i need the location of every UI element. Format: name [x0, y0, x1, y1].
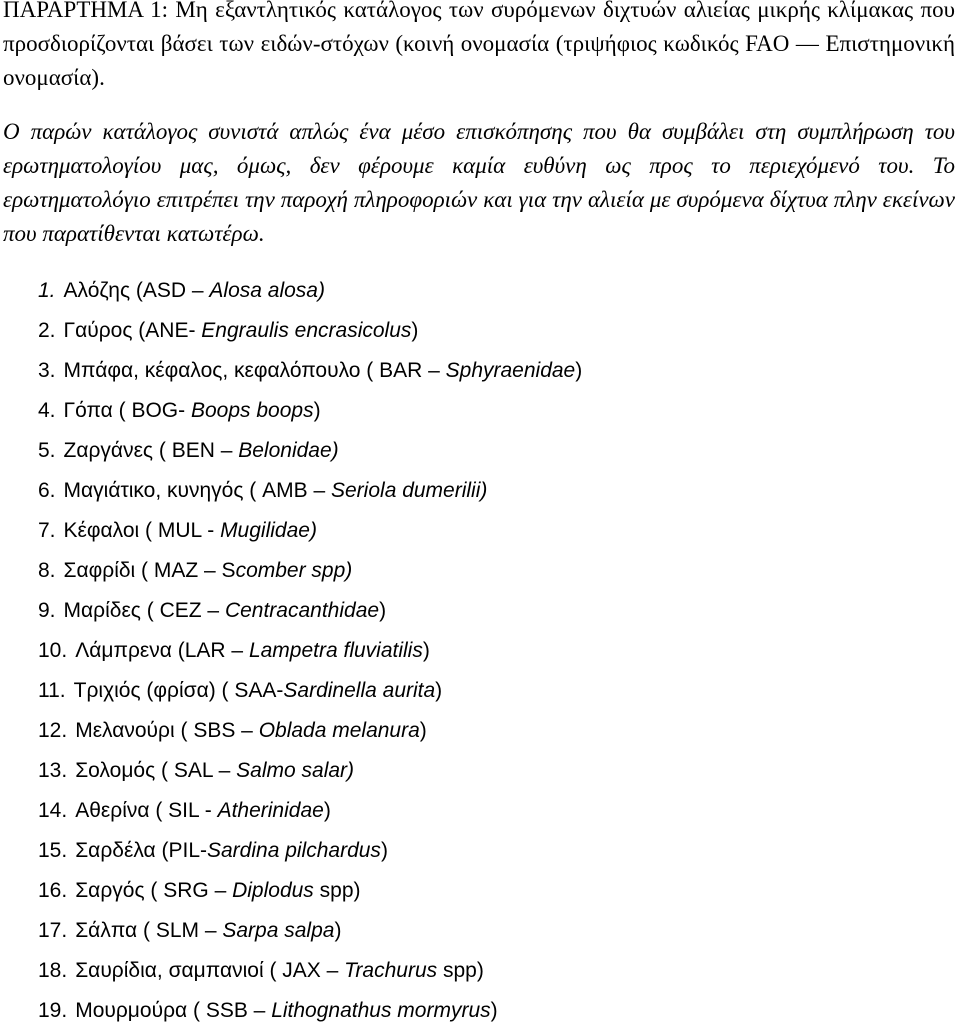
- species-item: [38, 954, 582, 994]
- species-item: [38, 674, 582, 714]
- name-suffix: ): [411, 319, 419, 342]
- name-suffix: ): [419, 719, 427, 742]
- common-name: Μελανούρι ( SBS –: [75, 719, 259, 742]
- species-item: [38, 794, 582, 834]
- name-suffix: spp): [313, 879, 361, 902]
- scientific-name: Centracanthidae: [224, 599, 380, 622]
- scientific-name: Lampetra fluviatilis: [248, 639, 423, 662]
- common-name: Σαρδέλα (PIL-: [75, 839, 207, 862]
- scientific-name: Sphyraenidae: [445, 359, 576, 382]
- species-item: [38, 314, 582, 354]
- common-name: Κέφαλοι ( MUL -: [63, 519, 221, 542]
- common-name: Λάμπρενα (LAR –: [75, 639, 249, 662]
- common-name: Μπάφα, κέφαλος, κεφαλόπουλο ( BAR –: [63, 359, 446, 382]
- item-number: 1.: [38, 279, 56, 302]
- item-number: 10.: [38, 639, 68, 662]
- scientific-name: Lithognathus mormyrus: [271, 999, 491, 1022]
- common-name: Γαύρος (ANE-: [63, 319, 202, 342]
- species-item: [38, 994, 582, 1034]
- species-item: [38, 394, 582, 434]
- scientific-name: Trachurus: [344, 959, 438, 982]
- common-name: Σολομός ( SAL –: [75, 759, 237, 782]
- species-item: [38, 514, 582, 554]
- scientific-name: Boops boops: [190, 399, 314, 422]
- scientific-name: Sardinella aurita: [283, 679, 436, 702]
- annex-heading: ΠΑΡΑΡΤΗΜΑ 1: Μη εξαντλητικός κατάλογος των συρόμενων διχτυών αλιείας μικρής κλίμακας που προσδιορίζονται βάσει των ειδών-στόχων (κοινή ονομασία (τριψήφιος κωδικός FAO — Επιστημονική ονομασία).: [3, 0, 955, 90]
- scientific-name: Mugilidae): [220, 519, 317, 542]
- common-name: Σαφρίδι ( MAZ – S: [63, 559, 236, 582]
- species-item: [38, 874, 582, 914]
- common-name: Αλόζης (ASD –: [63, 279, 210, 302]
- species-item: [38, 434, 582, 474]
- scientific-name: Sarpa salpa: [222, 919, 335, 942]
- name-suffix: ): [575, 359, 583, 382]
- species-item: [38, 754, 582, 794]
- item-number: 7.: [38, 519, 56, 542]
- item-number: 9.: [38, 599, 56, 622]
- scientific-name: Engraulis encrasicolus: [201, 319, 412, 342]
- name-suffix: ): [422, 639, 430, 662]
- item-number: 3.: [38, 359, 56, 382]
- species-item: [38, 474, 582, 514]
- species-item: [38, 634, 582, 674]
- name-suffix: ): [313, 399, 321, 422]
- item-number: 11.: [38, 679, 66, 702]
- item-number: 15.: [38, 839, 68, 862]
- species-item: [38, 554, 582, 594]
- item-number: 19.: [38, 999, 68, 1022]
- item-number: 6.: [38, 479, 56, 502]
- common-name: Αθερίνα ( SIL -: [75, 799, 218, 822]
- scientific-name: Belonidae): [238, 439, 339, 462]
- name-suffix: ): [323, 799, 331, 822]
- scientific-name: Seriola dumerilii): [331, 479, 488, 502]
- name-suffix: spp): [437, 959, 484, 982]
- scientific-name: Oblada melanura: [258, 719, 420, 742]
- species-item: [38, 914, 582, 954]
- common-name: Ζαργάνες ( BEN –: [63, 439, 239, 462]
- species-list: [38, 274, 582, 1034]
- common-name: Τριχιός (φρίσα) ( SAA-: [73, 679, 284, 702]
- name-suffix: ): [334, 919, 342, 942]
- species-item: [38, 354, 582, 394]
- item-number: 13.: [38, 759, 68, 782]
- name-suffix: ): [379, 599, 387, 622]
- species-item: [38, 834, 582, 874]
- name-suffix: ): [490, 999, 498, 1022]
- name-suffix: ): [380, 839, 388, 862]
- common-name: Σαργός ( SRG –: [75, 879, 233, 902]
- item-number: 17.: [38, 919, 68, 942]
- species-item: [38, 714, 582, 754]
- species-item: [38, 594, 582, 634]
- scientific-name: Diplodus: [232, 879, 314, 902]
- scientific-name: comber spp): [235, 559, 353, 582]
- common-name: Γόπα ( BOG-: [63, 399, 191, 422]
- scientific-name: Sardina pilchardus: [207, 839, 381, 862]
- scientific-name: Atherinidae: [217, 799, 324, 822]
- common-name: Σαυρίδια, σαμπανιοί ( JAX –: [75, 959, 345, 982]
- common-name: Σάλπα ( SLM –: [75, 919, 223, 942]
- item-number: 8.: [38, 559, 56, 582]
- species-item: [38, 274, 582, 314]
- scientific-name: Alosa alosa): [209, 279, 325, 302]
- item-number: 12.: [38, 719, 68, 742]
- item-number: 2.: [38, 319, 56, 342]
- intro-paragraph: Ο παρών κατάλογος συνιστά απλώς ένα μέσο επισκόπησης που θα συμβάλει στη συμπλήρωση του ερωτηματολογίου μας, όμως, δεν φέρουμε καμία ευθύνη ως προς το περιεχόμενό του. Το ερωτηματολόγιο επιτρέπει την παροχή πληροφοριών και για την αλιεία με συρόμενα δίχτυα πλην εκείνων που παρατίθενται κατωτέρω.: [3, 119, 955, 246]
- name-suffix: ): [435, 679, 443, 702]
- common-name: Μαρίδες ( CEZ –: [63, 599, 225, 622]
- scientific-name: Salmo salar): [236, 759, 355, 782]
- item-number: 5.: [38, 439, 56, 462]
- item-number: 16.: [38, 879, 68, 902]
- common-name: Μαγιάτικο, κυνηγός ( AMB –: [63, 479, 331, 502]
- item-number: 18.: [38, 959, 68, 982]
- item-number: 4.: [38, 399, 56, 422]
- common-name: Μουρμούρα ( SSB –: [75, 999, 272, 1022]
- item-number: 14.: [38, 799, 68, 822]
